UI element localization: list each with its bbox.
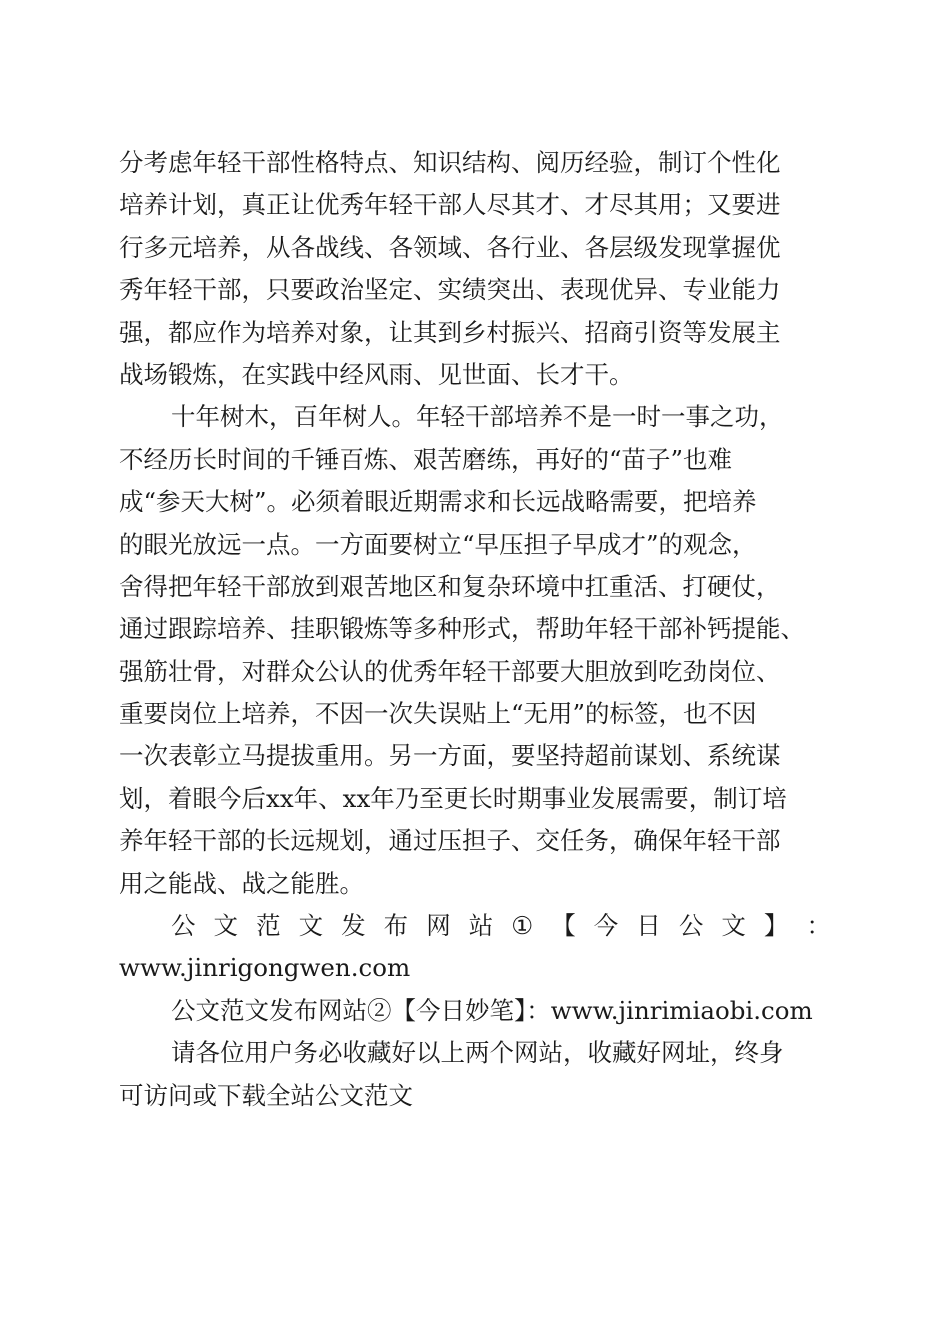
site-1-char: 公 (171, 911, 196, 941)
site-1-char: 发 (341, 911, 366, 941)
paragraph-line: 通过跟踪培养、挂职锻炼等多种形式，帮助年轻干部补钙提能、 (119, 614, 805, 644)
site-2-line: 公文范文发布网站②【今日妙笔】：www.jinrimiaobi.com (171, 995, 813, 1025)
site-1-paragraph (119, 905, 831, 990)
paragraph-line: 秀年轻干部，只要政治坚定、实绩突出、表现优异、专业能力 (119, 275, 781, 305)
notice-line: 请各位用户务必收藏好以上两个网站，收藏好网址，终身 (171, 1038, 784, 1068)
paragraph-line: 养年轻干部的长远规划，通过压担子、交任务，确保年轻干部 (119, 826, 781, 856)
paragraph-2 (119, 396, 831, 905)
paragraph-line: 战场锻炼，在实践中经风雨、见世面、长才干。 (119, 359, 634, 389)
site-1-char: 【 (551, 911, 576, 941)
notice-line: 可访问或下载全站公文范文 (119, 1080, 413, 1110)
site-1-label (119, 905, 831, 947)
site-1-char: 】 (763, 911, 789, 941)
site-1-char: 文 (721, 911, 746, 941)
site-1-url: www.jinrigongwen.com (119, 953, 411, 983)
paragraph-line: 强筋壮骨，对群众公认的优秀年轻干部要大胆放到吃劲岗位、 (119, 656, 781, 686)
paragraph-line: 分考虑年轻干部性格特点、知识结构、阅历经验，制订个性化 (119, 148, 781, 177)
paragraph-line: 一次表彰立马提拔重用。另一方面，要坚持超前谋划、系统谋 (119, 741, 781, 771)
paragraph-1 (119, 142, 831, 396)
paragraph-line: 强，都应作为培养对象，让其到乡村振兴、招商引资等发展主 (119, 317, 781, 347)
site-1-char: 文 (298, 911, 324, 941)
site-1-char: 日 (636, 911, 661, 941)
paragraph-line: 十年树木，百年树人。年轻干部培养不是一时一事之功， (171, 402, 784, 432)
paragraph-line: 舍得把年轻干部放到艰苦地区和复杂环境中扛重活、打硬仗， (119, 571, 781, 601)
document-body (119, 142, 831, 1117)
site-1-char: 网 (426, 911, 451, 941)
site-1-char: 今 (593, 911, 619, 941)
paragraph-line: 成“参天大树”。必须着眼近期需求和长远战略需要，把培养 (119, 487, 757, 517)
site-1-char: 范 (256, 911, 281, 941)
paragraph-line: 行多元培养，从各战线、各领域、各行业、各层级发现掌握优 (119, 232, 781, 262)
paragraph-line: 的眼光放远一点。一方面要树立“早压担子早成才”的观念， (119, 529, 757, 559)
site-1-char: ： (806, 911, 831, 941)
paragraph-line: 培养计划，真正让优秀年轻干部人尽其才、才尽其用；又要进 (119, 190, 781, 220)
paragraph-line: 重要岗位上培养，不因一次失误贴上“无用”的标签，也不因 (119, 699, 757, 729)
paragraph-line: 用之能战、战之能胜。 (119, 868, 364, 898)
paragraph-line: 划，着眼今后xx年、xx年乃至更长时期事业发展需要，制订培 (119, 783, 787, 813)
site-1-char: 公 (678, 911, 704, 941)
site-1-char: 布 (383, 911, 409, 941)
site-1-char: 站 (468, 911, 494, 941)
site-1-char: ① (511, 911, 534, 941)
notice-paragraph (119, 1032, 831, 1117)
paragraph-line: 不经历长时间的千锤百炼、艰苦磨练，再好的“苗子”也难 (119, 444, 733, 474)
site-1-char: 文 (213, 911, 239, 941)
